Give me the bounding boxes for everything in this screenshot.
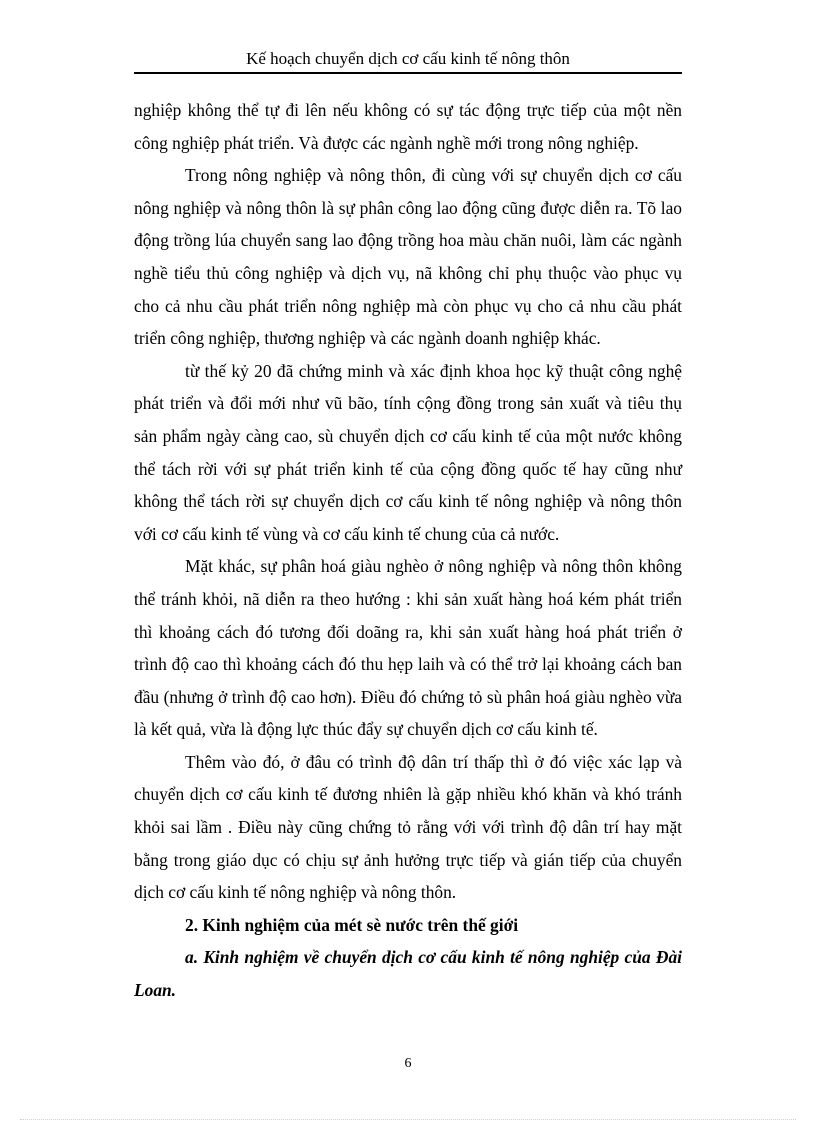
section-heading: 2. Kinh nghiệm của mét sè nước trên thế giới xyxy=(185,914,519,935)
document-body xyxy=(134,94,682,1007)
paragraph: Mặt khác, sự phân hoá giàu nghèo ở nông nghiệp và nông thôn không thể tránh khỏi, nã diễn ra theo hướng : khi sản xuất hàng hoá kém phát triển thì khoảng cách đó tương đối doãng ra, khi sản xuất hàng hoá phát triển ở trình độ cao thì khoảng cách đó thu hẹp laih và có thể trở lại khoảng cách ban đầu (nhưng ở trình độ cao hơn). Điều đó chứng tỏ sù phân hoá giàu nghèo vừa là kết quả, vừa là động lực thúc đẩy sự chuyển dịch cơ cấu kinh tế. xyxy=(134,556,682,740)
subsection-heading: a. Kinh nghiệm về chuyển dịch cơ cấu kinh tế nông nghiệp của Đài Loan. xyxy=(134,947,682,1001)
running-header: Kế hoạch chuyển dịch cơ cấu kinh tế nông thôn xyxy=(246,49,570,68)
paragraph: từ thế kỷ 20 đã chứng minh và xác định khoa học kỹ thuật công nghệ phát triển và đổi mới như vũ bão, tính cộng đồng trong sản xuất và tiêu thụ sản phẩm ngày càng cao, sù chuyển dịch cơ cấu kinh tế của một nước không thể tách rời với sự phát triển kinh tế của cộng đồng quốc tế hay cũng như không thể tách rời sự chuyển dịch cơ cấu kinh tế nông nghiệp và nông thôn với cơ cấu kinh tế vùng và cơ cấu kinh tế chung của cả nước. xyxy=(134,360,682,544)
page-number: 6 xyxy=(404,1056,412,1071)
paragraph-continued: nghiệp không thể tự đi lên nếu không có sự tác động trực tiếp của một nền công nghiệp phát triển. Và được các ngành nghề mới trong nông nghiệp. xyxy=(134,100,682,153)
paragraph: Thêm vào đó, ở đâu có trình độ dân trí thấp thì ở đó việc xác lạp và chuyển dịch cơ cấu kinh tế đương nhiên là gặp nhiều khó khăn và khó tránh khỏi sai lầm . Điều này cũng chứng tỏ rằng với với trình độ dân trí hay mặt bằng trong giáo dục có chịu sự ảnh hưởng trực tiếp và gián tiếp của chuyển dịch cơ cấu kinh tế nông nghiệp và nông thôn. xyxy=(134,751,682,903)
header-rule xyxy=(134,72,682,74)
page-bottom-edge xyxy=(20,1119,796,1120)
paragraph: Trong nông nghiệp và nông thôn, đi cùng với sự chuyển dịch cơ cấu nông nghiệp và nông thôn là sự phân công lao động cũng được diễn ra. Tõ lao động trồng lúa chuyển sang lao động trồng hoa màu chăn nuôi, làm các ngành nghề tiểu thủ công nghiệp và dịch vụ, nã không chỉ phụ thuộc vào phục vụ cho cả nhu cầu phát triển nông nghiệp mà còn phục vụ cho cả nhu cầu phát triển công nghiệp, thương nghiệp và các ngành doanh nghiệp khác. xyxy=(134,165,682,349)
